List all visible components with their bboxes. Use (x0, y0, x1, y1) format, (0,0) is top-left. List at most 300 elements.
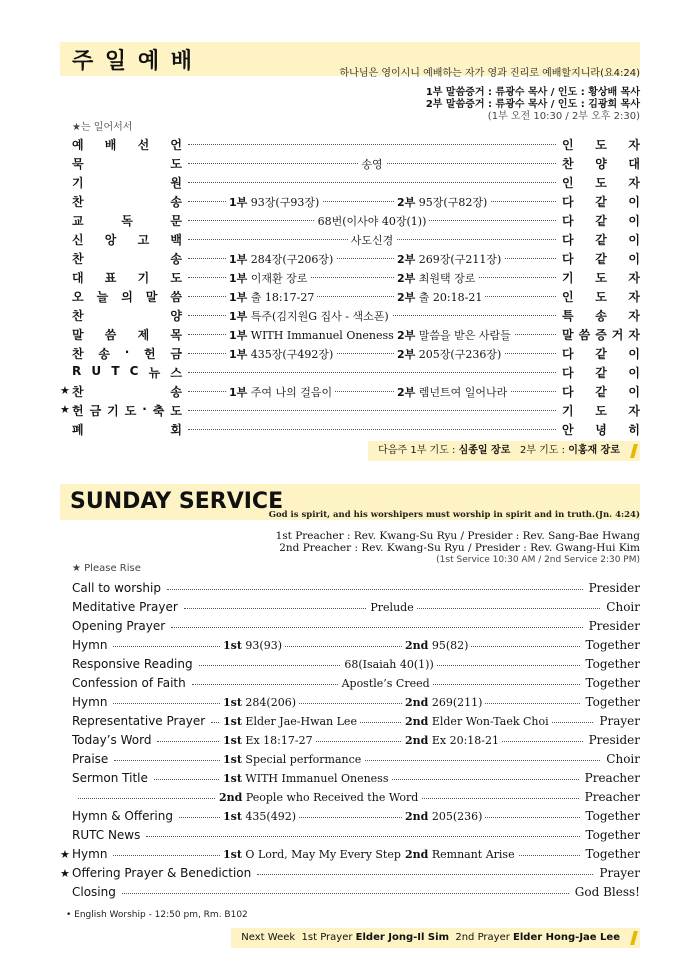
label-char: 교 (72, 214, 84, 228)
label-char: 축 (152, 404, 165, 418)
label-char: 대 (72, 271, 84, 285)
korean-title: 주 일 예 배 (72, 49, 194, 74)
first-service-detail (216, 791, 421, 804)
label-char: · (142, 402, 147, 416)
korean-next-name1: 심종일 장로 (458, 445, 511, 456)
second-service-detail (394, 327, 514, 343)
dotted-leader (188, 410, 556, 411)
korean-order-of-service (60, 134, 640, 438)
label-char: 원 (170, 176, 182, 190)
label-char: 말 (72, 328, 84, 342)
service-leader (562, 174, 640, 191)
leader-char: 같 (595, 385, 607, 399)
service-leader (562, 288, 640, 305)
second-service-detail (402, 810, 485, 823)
service-detail: Prelude (367, 601, 416, 614)
label-char: 예 (72, 138, 84, 152)
rise-star: ★ (60, 867, 70, 880)
second-service-text: 269(211) (428, 696, 483, 709)
first-service-detail (220, 848, 404, 861)
english-preacher-info (276, 530, 640, 566)
dotted-leader (188, 372, 556, 373)
label-char: 의 (121, 290, 133, 304)
first-service-detail (226, 194, 322, 210)
first-service-text: WITH Immanuel Oneness (241, 772, 389, 785)
service-item-label: Meditative Prayer (72, 600, 178, 614)
service-row (60, 845, 640, 864)
second-service-text: 말씀을 받은 사람들 (415, 329, 511, 342)
second-service-text: 205장(구236장) (415, 348, 502, 361)
label-char: 찬 (72, 347, 84, 361)
leader-char: 이 (628, 385, 640, 399)
service-item-label: Representative Prayer (72, 714, 206, 728)
service-leader: Together (585, 828, 640, 842)
service-leader (562, 326, 640, 343)
second-service-tag: 2부 (397, 386, 416, 399)
second-service-tag: 2부 (397, 253, 416, 266)
service-row (60, 381, 640, 400)
accent-mark (630, 444, 638, 458)
service-leader (562, 193, 640, 210)
english-next-name2: Elder Hong-Jae Lee (513, 932, 620, 943)
service-item-label: Responsive Reading (72, 657, 193, 671)
korean-next-week (368, 441, 640, 461)
leader-char: 다 (562, 233, 574, 247)
first-service-text: O Lord, May My Every Step (241, 848, 401, 861)
second-service-detail (402, 696, 485, 709)
english-preacher1: 1st Preacher : Rev. Kwang-Su Ryu / Presider : Rev. Sang-Bae Hwang (275, 530, 640, 542)
leader-char: 같 (595, 233, 607, 247)
service-row (60, 419, 640, 438)
label-char: 송 (170, 195, 182, 209)
service-item-label (72, 136, 182, 150)
second-service-tag: 2부 (397, 348, 416, 361)
leader-char: 같 (595, 252, 607, 266)
service-item-label: Closing (72, 885, 116, 899)
leader-char: 씀 (578, 328, 591, 342)
service-item-label (72, 402, 182, 416)
first-service-text: 93장(구93장) (247, 196, 320, 209)
second-service-detail (394, 289, 485, 305)
service-leader: Together (585, 809, 640, 823)
first-service-text: 284장(구206장) (247, 253, 334, 266)
label-char: 신 (72, 233, 84, 247)
service-item-label (72, 269, 182, 283)
service-item-label (72, 193, 182, 207)
service-row (60, 617, 640, 636)
label-char: 찬 (72, 252, 84, 266)
service-leader: Together (585, 847, 640, 861)
service-leader (562, 212, 640, 229)
leader-char: 거 (611, 328, 624, 342)
service-item-label: Praise (72, 752, 109, 766)
english-worship-note: • English Worship - 12:50 pm, Rm. B102 (66, 910, 248, 920)
english-next-label1: 1st Prayer (301, 932, 353, 943)
leader-char: 이 (628, 366, 640, 380)
leader-char: 이 (628, 252, 640, 266)
first-service-tag: 1st (223, 772, 242, 785)
label-char: 언 (170, 138, 182, 152)
english-title: SUNDAY SERVICE (70, 489, 284, 514)
label-char: 찬 (72, 385, 84, 399)
leader-char: 다 (562, 366, 574, 380)
service-row (60, 248, 640, 267)
second-service-text: 출 20:18-21 (415, 291, 483, 304)
first-service-tag: 1부 (229, 348, 248, 361)
dotted-leader (122, 893, 569, 894)
service-detail: 68번(이사야 40장(1)) (315, 213, 430, 229)
service-detail: Apostle’s Creed (339, 677, 433, 690)
leader-char: 이 (628, 233, 640, 247)
label-char: 기 (107, 404, 119, 418)
leader-char: 이 (628, 347, 640, 361)
dotted-leader (257, 874, 593, 875)
leader-char: 안 (562, 423, 574, 437)
service-leader: Prayer (599, 714, 640, 728)
leader-char: 인 (562, 176, 574, 190)
service-row (60, 883, 640, 902)
first-service-tag: 1부 (229, 272, 248, 285)
label-char: 기 (72, 176, 84, 190)
second-service-text: Ex 20:18-21 (428, 734, 499, 747)
first-service-text: 주여 나의 걸음이 (247, 386, 333, 399)
service-item-label (72, 421, 182, 435)
label-char: 선 (137, 138, 150, 152)
service-leader: Together (585, 638, 640, 652)
second-service-tag: 2부 (397, 272, 416, 285)
english-legend: ★ Please Rise (72, 563, 141, 574)
second-service-tag: 2부 (397, 196, 416, 209)
service-item-label: RUTC News (72, 828, 141, 842)
second-service-tag: 2부 (397, 291, 416, 304)
service-item-label: Hymn (72, 638, 108, 652)
label-char: 독 (121, 214, 133, 228)
label-char: 앙 (104, 233, 117, 247)
label-char: 도 (170, 271, 182, 285)
leader-char: 다 (562, 195, 574, 209)
label-char: · (124, 345, 130, 359)
leader-char: 인 (562, 138, 574, 152)
second-service-detail (394, 384, 510, 400)
first-service-text: Elder Jae-Hwan Lee (241, 715, 357, 728)
label-char: 배 (104, 138, 117, 152)
first-service-tag: 1st (223, 734, 242, 747)
service-item-label (72, 345, 182, 359)
leader-char: 자 (628, 328, 640, 342)
leader-char: 대 (628, 157, 640, 171)
label-char: 오 (72, 290, 84, 304)
first-service-text: 435(492) (241, 810, 297, 823)
second-service-text: 최원택 장로 (415, 272, 476, 285)
service-detail: 송영 (358, 156, 385, 172)
service-row (60, 693, 640, 712)
label-char: 도 (124, 404, 137, 418)
service-leader (562, 231, 640, 248)
first-service-tag: 1st (223, 810, 242, 823)
korean-next-label2: 2부 기도 : (519, 445, 566, 456)
korean-next-label1: 다음주 1부 기도 : (378, 445, 456, 456)
service-item-label (72, 288, 182, 302)
first-service-text: 출 18:17-27 (247, 291, 315, 304)
korean-preacher-info (426, 87, 640, 123)
english-service-times: (1st Service 10:30 AM / 2nd Service 2:30 PM) (436, 555, 640, 565)
leader-char: 도 (595, 138, 607, 152)
service-item-label: Confession of Faith (72, 676, 186, 690)
label-char: R (72, 364, 82, 378)
korean-legend: ★는 일어서서 (72, 122, 133, 133)
korean-service-times: (1부 오전 10:30 / 2부 오후 2:30) (487, 111, 640, 122)
label-char: 헌 (72, 404, 84, 418)
first-service-detail (220, 715, 360, 728)
service-row (60, 267, 640, 286)
label-char: 찬 (72, 195, 84, 209)
service-row (60, 712, 640, 731)
label-char: C (129, 364, 139, 378)
service-row (60, 343, 640, 362)
english-next-name1: Elder Jong-Il Sim (355, 932, 449, 943)
first-service-detail (226, 327, 397, 343)
label-char: 말 (145, 290, 158, 304)
service-item-label (72, 250, 182, 264)
label-char: 헌 (144, 347, 156, 361)
dotted-leader (188, 144, 556, 145)
leader-char: 도 (595, 176, 607, 190)
leader-char: 송 (595, 309, 607, 323)
first-service-detail (226, 308, 392, 324)
first-service-text: WITH Immanuel Oneness (247, 329, 394, 342)
dotted-leader (171, 627, 582, 628)
leader-char: 다 (562, 214, 574, 228)
label-char: 도 (170, 157, 182, 171)
label-char: 송 (98, 347, 110, 361)
second-service-tag: 2nd (405, 848, 429, 861)
english-next-label0: Next Week (241, 932, 296, 943)
leader-char: 같 (595, 214, 607, 228)
korean-next-name2: 이홍재 장로 (568, 445, 620, 456)
first-service-detail (220, 734, 316, 747)
service-leader (562, 421, 640, 438)
first-service-tag: 1부 (229, 253, 248, 266)
leader-char: 자 (628, 290, 640, 304)
service-leader (562, 136, 640, 153)
service-row (60, 134, 640, 153)
service-row (60, 731, 640, 750)
label-char: 스 (170, 366, 182, 380)
service-row (60, 229, 640, 248)
leader-char: 같 (595, 366, 607, 380)
service-row (60, 400, 640, 419)
service-leader (562, 155, 640, 172)
second-service-text: 205(236) (428, 810, 483, 823)
label-char: 제 (137, 328, 150, 342)
service-item-label (72, 326, 182, 340)
second-service-detail (402, 639, 471, 652)
first-service-text: 284(206) (241, 696, 297, 709)
service-row (60, 362, 640, 381)
service-row (60, 636, 640, 655)
korean-preacher2: 2부 말씀증거 : 류광수 목사 / 인도 : 김광희 목사 (425, 99, 640, 110)
dotted-leader (146, 836, 579, 837)
service-row (60, 153, 640, 172)
first-service-detail (220, 753, 364, 766)
service-row (60, 210, 640, 229)
service-item-label (72, 364, 182, 378)
leader-char: 기 (562, 404, 574, 418)
rise-star: ★ (60, 384, 70, 397)
second-service-tag: 2nd (405, 639, 429, 652)
service-item-label (72, 174, 182, 188)
label-char: 늘 (96, 290, 109, 304)
label-char: 씀 (170, 290, 182, 304)
label-char: 목 (170, 328, 182, 342)
leader-char: 도 (595, 404, 607, 418)
leader-char: 기 (562, 271, 574, 285)
label-char: 도 (170, 404, 182, 418)
service-row (60, 769, 640, 788)
service-row (60, 788, 640, 807)
label-char: 뉴 (148, 366, 161, 380)
first-service-detail (220, 696, 299, 709)
label-char: U (91, 364, 102, 378)
first-service-text: 특주(김지원G 집사 - 색소폰) (247, 310, 389, 323)
service-leader: Choir (606, 752, 640, 766)
service-leader (562, 364, 640, 381)
service-leader: Choir (606, 600, 640, 614)
service-row (60, 655, 640, 674)
leader-char: 도 (595, 290, 607, 304)
accent-mark (630, 931, 638, 945)
service-leader: Together (585, 676, 640, 690)
second-service-tag: 2nd (405, 734, 429, 747)
leader-char: 다 (562, 252, 574, 266)
first-service-detail (220, 772, 391, 785)
service-row (60, 579, 640, 598)
first-service-text: Ex 18:17-27 (241, 734, 313, 747)
first-service-detail (226, 251, 336, 267)
service-row (60, 674, 640, 693)
leader-char: 다 (562, 385, 574, 399)
first-service-text: Special performance (241, 753, 362, 766)
service-leader: Together (585, 657, 640, 671)
first-service-tag: 1st (223, 848, 242, 861)
label-char: T (111, 364, 120, 378)
leader-char: 히 (628, 423, 640, 437)
service-leader (562, 345, 640, 362)
service-row (60, 598, 640, 617)
first-service-tag: 1st (223, 715, 242, 728)
dotted-leader (113, 703, 579, 704)
first-service-tag: 1st (223, 696, 242, 709)
label-char: 씀 (104, 328, 117, 342)
leader-char: 같 (595, 347, 607, 361)
service-leader (562, 250, 640, 267)
second-service-detail (402, 715, 552, 728)
english-preacher2: 2nd Preacher : Rev. Kwang-Su Ryu / Presider : Rev. Gwang-Hui Kim (279, 542, 640, 554)
second-service-text: Elder Won-Taek Choi (428, 715, 549, 728)
leader-char: 증 (595, 328, 607, 342)
service-item-label: Hymn & Offering (72, 809, 173, 823)
first-service-text: 93(93) (241, 639, 283, 652)
label-char: 고 (137, 233, 150, 247)
service-row (60, 807, 640, 826)
label-char: 기 (137, 271, 150, 285)
rise-star: ★ (60, 403, 70, 416)
service-item-label (72, 307, 182, 321)
second-service-text: 95(82) (428, 639, 469, 652)
first-service-detail (226, 346, 336, 362)
leader-char: 양 (595, 157, 607, 171)
second-service-tag: 2nd (405, 715, 429, 728)
second-service-tag: 2nd (405, 696, 429, 709)
leader-char: 찬 (562, 157, 574, 171)
second-service-tag: 2부 (397, 329, 416, 342)
label-char: 송 (170, 385, 182, 399)
english-order-of-service (60, 579, 640, 902)
service-leader: Together (585, 695, 640, 709)
second-service-detail (394, 194, 490, 210)
dotted-leader (188, 429, 556, 430)
service-item-label (72, 231, 182, 245)
label-char: 찬 (72, 309, 84, 323)
service-item-label (72, 212, 182, 226)
first-service-text: 이재환 장로 (247, 272, 308, 285)
first-service-tag: 1부 (229, 291, 248, 304)
label-char: 송 (170, 252, 182, 266)
service-item-label: Today’s Word (72, 733, 152, 747)
leader-char: 특 (562, 309, 574, 323)
label-char: 묵 (72, 157, 84, 171)
first-service-tag: 1부 (229, 196, 248, 209)
service-leader (562, 383, 640, 400)
service-row (60, 191, 640, 210)
leader-char: 자 (628, 271, 640, 285)
second-service-text: 렘넌트여 일어나라 (415, 386, 508, 399)
label-char: 회 (170, 423, 182, 437)
second-service-detail (394, 346, 504, 362)
label-char: 폐 (72, 423, 84, 437)
second-service-tag: 2nd (405, 810, 429, 823)
service-item-label (72, 383, 182, 397)
english-next-label2: 2nd Prayer (455, 932, 510, 943)
service-leader: Presider (588, 619, 640, 633)
label-char: 금 (89, 404, 102, 418)
leader-char: 말 (562, 328, 574, 342)
service-row (60, 750, 640, 769)
dotted-leader (188, 182, 556, 183)
service-row (60, 305, 640, 324)
first-service-detail (226, 289, 317, 305)
service-item-label: Opening Prayer (72, 619, 166, 633)
second-service-detail (402, 734, 502, 747)
second-service-text: 269장(구211장) (415, 253, 502, 266)
leader-char: 자 (628, 138, 640, 152)
korean-verse: 하나님은 영이시니 예배하는 자가 영과 진리로 예배할지니라(요4:24) (339, 68, 640, 79)
service-row (60, 324, 640, 343)
first-service-detail (220, 639, 285, 652)
leader-char: 다 (562, 347, 574, 361)
leader-char: 이 (628, 195, 640, 209)
leader-char: 자 (628, 309, 640, 323)
second-service-detail (402, 848, 518, 861)
service-item-label: Call to worship (72, 581, 161, 595)
rise-star: ★ (60, 848, 70, 861)
second-service-detail (394, 251, 504, 267)
service-leader (562, 402, 640, 419)
service-row (60, 286, 640, 305)
service-row (60, 864, 640, 883)
english-verse: God is spirit, and his worshipers must worship in spirit and in truth.(Jn. 4:24) (268, 510, 640, 520)
service-item-label: Hymn (72, 695, 108, 709)
